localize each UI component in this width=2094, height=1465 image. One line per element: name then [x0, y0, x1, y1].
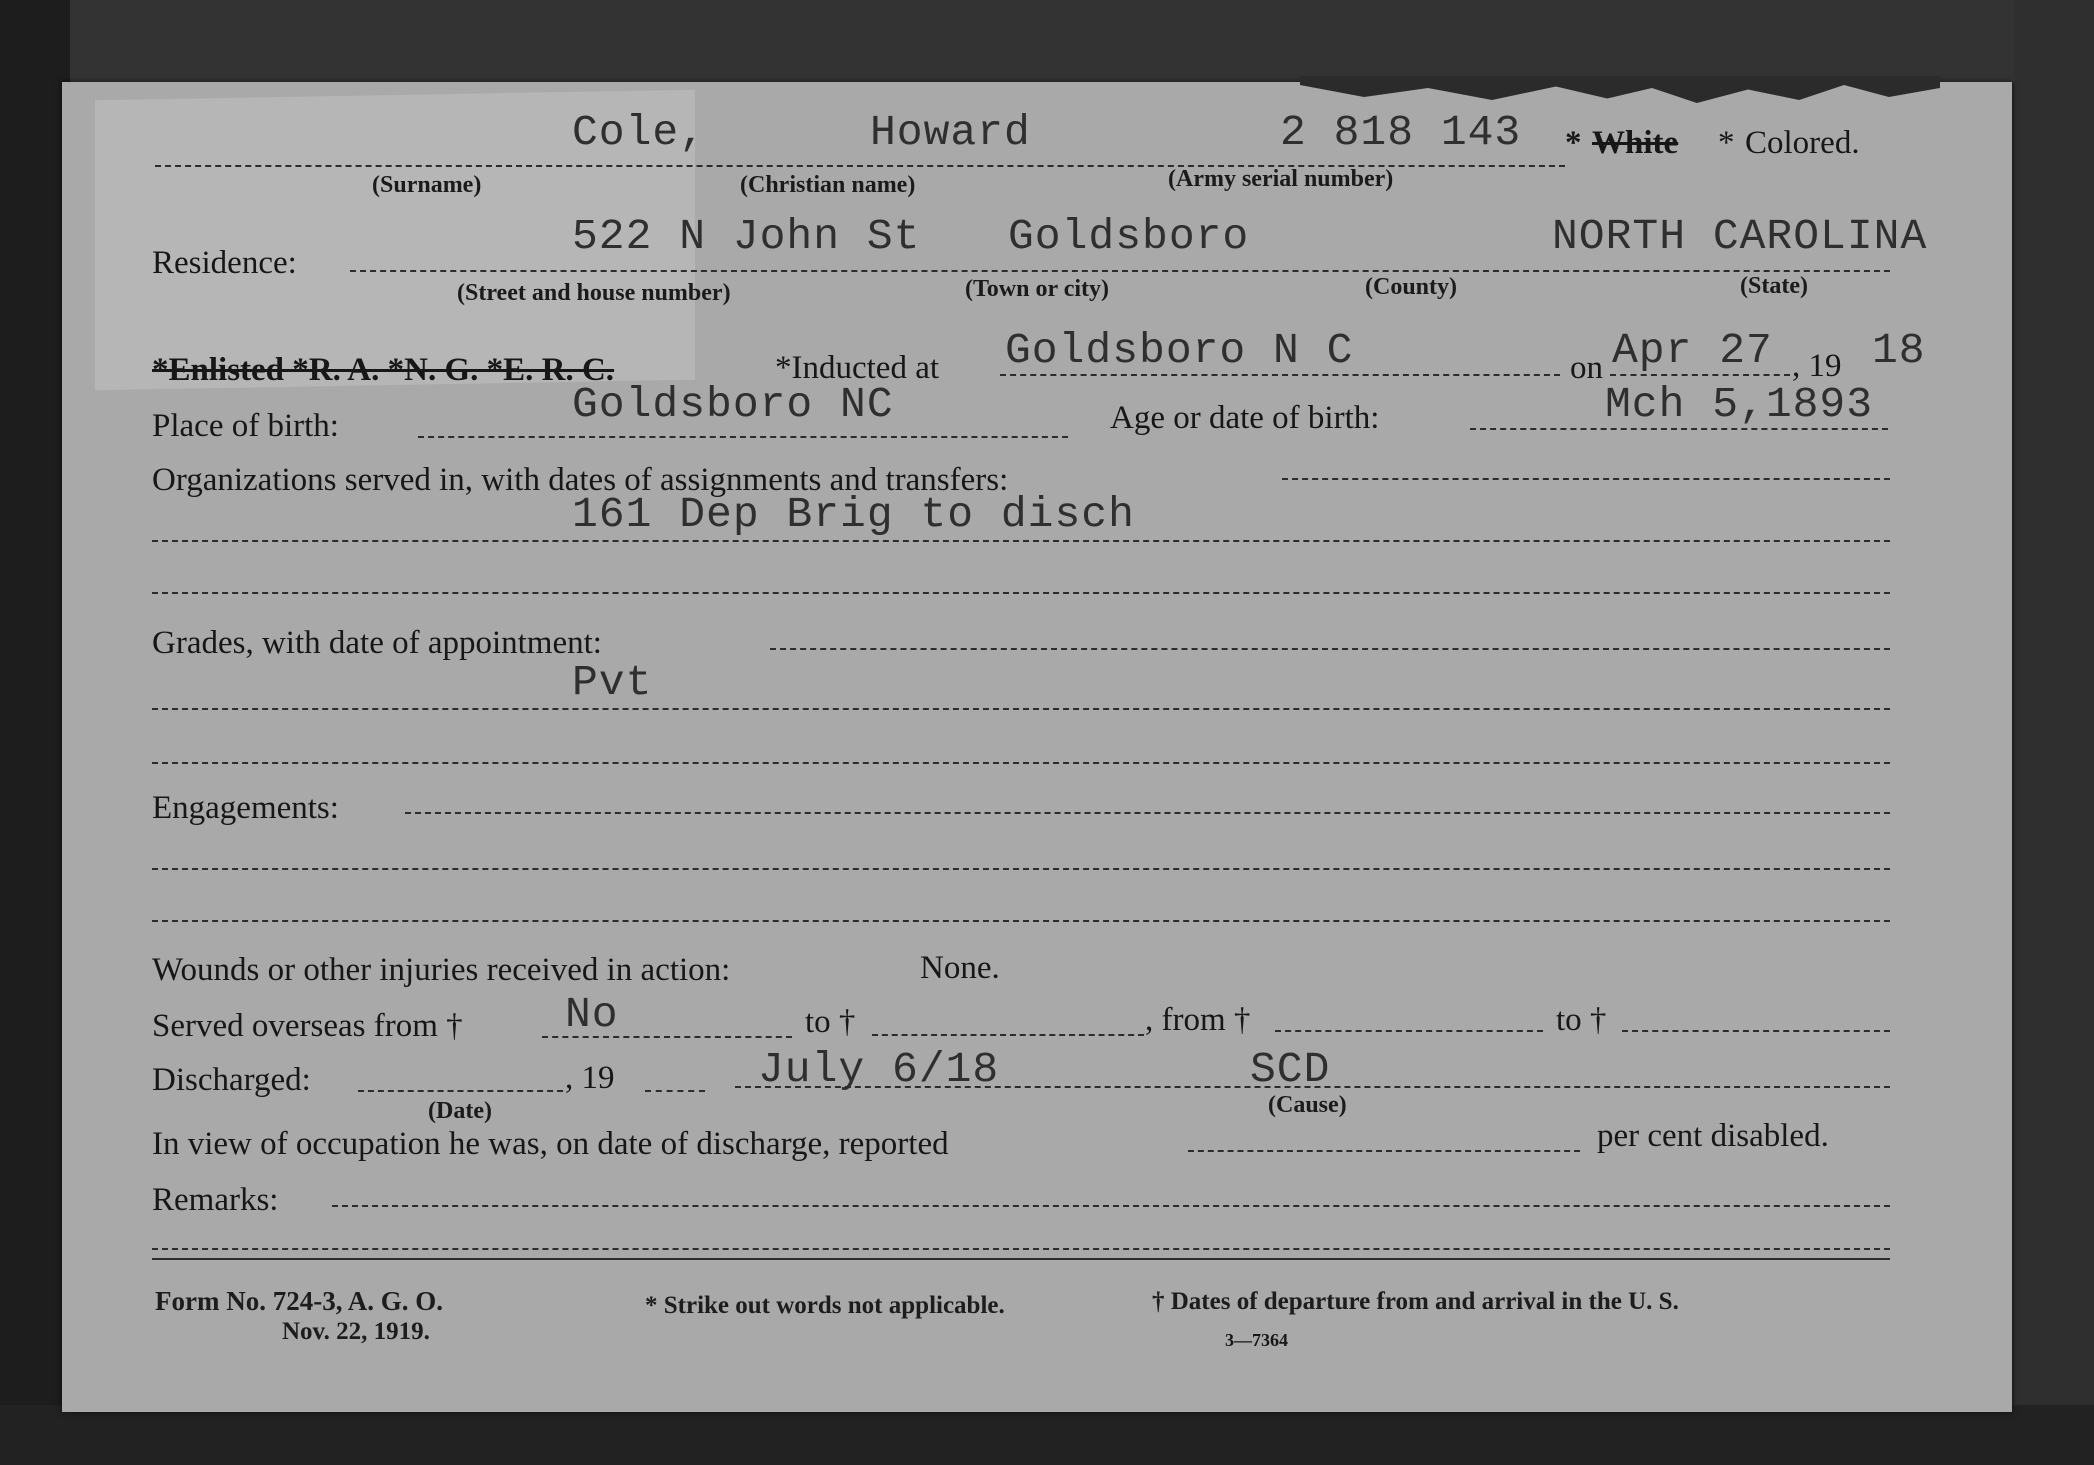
engagements-line-3 — [152, 920, 1890, 922]
place-of-birth-line — [418, 436, 1068, 438]
caption-street: (Street and house number) — [457, 280, 731, 306]
caption-serial-number: (Army serial number) — [1168, 166, 1394, 192]
serial-number-value: 2 818 143 — [1280, 108, 1522, 157]
asterisk-colored: * — [1718, 125, 1735, 161]
date-of-birth-line — [1470, 428, 1888, 430]
discharged-label: Discharged: — [152, 1062, 311, 1098]
grades-line-1 — [770, 648, 1890, 650]
overseas-label: Served overseas from † — [152, 1008, 463, 1044]
disability-suffix: per cent disabled. — [1597, 1118, 1829, 1154]
engagements-line-2 — [152, 868, 1890, 870]
race-white: White — [1592, 125, 1679, 161]
on-label: on — [1570, 350, 1603, 386]
induction-date-value: Apr 27 — [1612, 326, 1773, 375]
overseas-from-2-line — [1275, 1030, 1543, 1032]
induction-year-value: 18 — [1872, 326, 1926, 375]
discharge-year-line — [645, 1090, 705, 1092]
wounds-value: None. — [920, 950, 1000, 986]
discharge-cause-value: SCD — [1250, 1045, 1331, 1094]
caption-town: (Town or city) — [965, 276, 1109, 302]
wounds-label: Wounds or other injuries received in action: — [152, 952, 731, 988]
remarks-line-3 — [152, 1258, 1890, 1260]
residence-street-value: 522 N John St — [572, 212, 921, 261]
place-of-birth-label: Place of birth: — [152, 408, 339, 444]
residence-line — [350, 270, 1890, 272]
form-number: Form No. 724-3, A. G. O. — [155, 1286, 443, 1316]
induction-year-prefix: , 19 — [1792, 348, 1842, 384]
residence-state-value: NORTH CAROLINA — [1552, 212, 1928, 261]
remarks-line-1 — [332, 1205, 1890, 1207]
overseas-to-2-line — [1622, 1030, 1890, 1032]
overseas-value: No — [565, 990, 619, 1039]
caption-discharge-date: (Date) — [428, 1098, 492, 1124]
inducted-place-value: Goldsboro N C — [1005, 326, 1354, 375]
caption-state: (State) — [1740, 273, 1808, 299]
remarks-label: Remarks: — [152, 1182, 279, 1218]
caption-surname: (Surname) — [372, 172, 482, 198]
disability-line — [1188, 1150, 1580, 1152]
print-code: 3—7364 — [1225, 1330, 1288, 1350]
grades-label: Grades, with date of appointment: — [152, 625, 602, 661]
grades-line-3 — [152, 762, 1890, 764]
discharge-year-prefix: , 19 — [565, 1060, 615, 1096]
overseas-to-1: to † — [805, 1004, 856, 1040]
induction-date-line — [1610, 374, 1790, 376]
christian-name-value: Howard — [870, 108, 1031, 157]
organizations-line-1 — [1282, 478, 1890, 480]
surname-value: Cole, — [572, 108, 707, 157]
organizations-label: Organizations served in, with dates of assignments and transfers: — [152, 462, 1009, 498]
age-label: Age or date of birth: — [1110, 400, 1380, 436]
inducted-line — [1000, 374, 1560, 376]
organizations-line-2 — [152, 540, 1890, 542]
race-colored: Colored. — [1745, 125, 1860, 161]
engagements-line-1 — [405, 812, 1890, 814]
overseas-to-line — [872, 1034, 1144, 1036]
grades-line-2 — [152, 708, 1890, 710]
discharge-date-value: July 6/18 — [758, 1045, 1000, 1094]
inducted-at-label: *Inducted at — [775, 350, 940, 386]
organizations-line-3 — [152, 592, 1890, 594]
form-date: Nov. 22, 1919. — [282, 1318, 430, 1345]
scan-top-edge — [70, 0, 2094, 82]
scan-right-edge — [2014, 0, 2094, 1465]
overseas-to-2: to † — [1556, 1002, 1607, 1038]
scan-bottom-edge — [0, 1405, 2094, 1465]
grades-value: Pvt — [572, 658, 653, 707]
date-of-birth-value: Mch 5,1893 — [1605, 380, 1874, 429]
residence-town-value: Goldsboro — [1008, 212, 1250, 261]
overseas-from-2: , from † — [1145, 1002, 1251, 1038]
asterisk-white: * — [1565, 125, 1582, 161]
remarks-line-2 — [152, 1248, 1890, 1250]
discharge-date-line — [358, 1090, 563, 1092]
overseas-from-line — [542, 1036, 792, 1038]
scan-left-edge — [0, 0, 70, 1465]
caption-county: (County) — [1365, 274, 1458, 300]
strike-out-note: * Strike out words not applicable. — [645, 1292, 1005, 1319]
dates-note: † Dates of departure from and arrival in the U. S. — [1152, 1288, 1679, 1315]
caption-christian-name: (Christian name) — [740, 172, 916, 198]
engagements-label: Engagements: — [152, 790, 339, 826]
disability-label: In view of occupation he was, on date of discharge, reported — [152, 1126, 949, 1162]
place-of-birth-value: Goldsboro NC — [572, 380, 894, 429]
enlistment-struck-options: *Enlisted *R. A. *N. G. *E. R. C. — [152, 352, 615, 388]
organizations-value: 161 Dep Brig to disch — [572, 490, 1135, 539]
residence-label: Residence: — [152, 245, 297, 281]
caption-discharge-cause: (Cause) — [1268, 1092, 1347, 1118]
